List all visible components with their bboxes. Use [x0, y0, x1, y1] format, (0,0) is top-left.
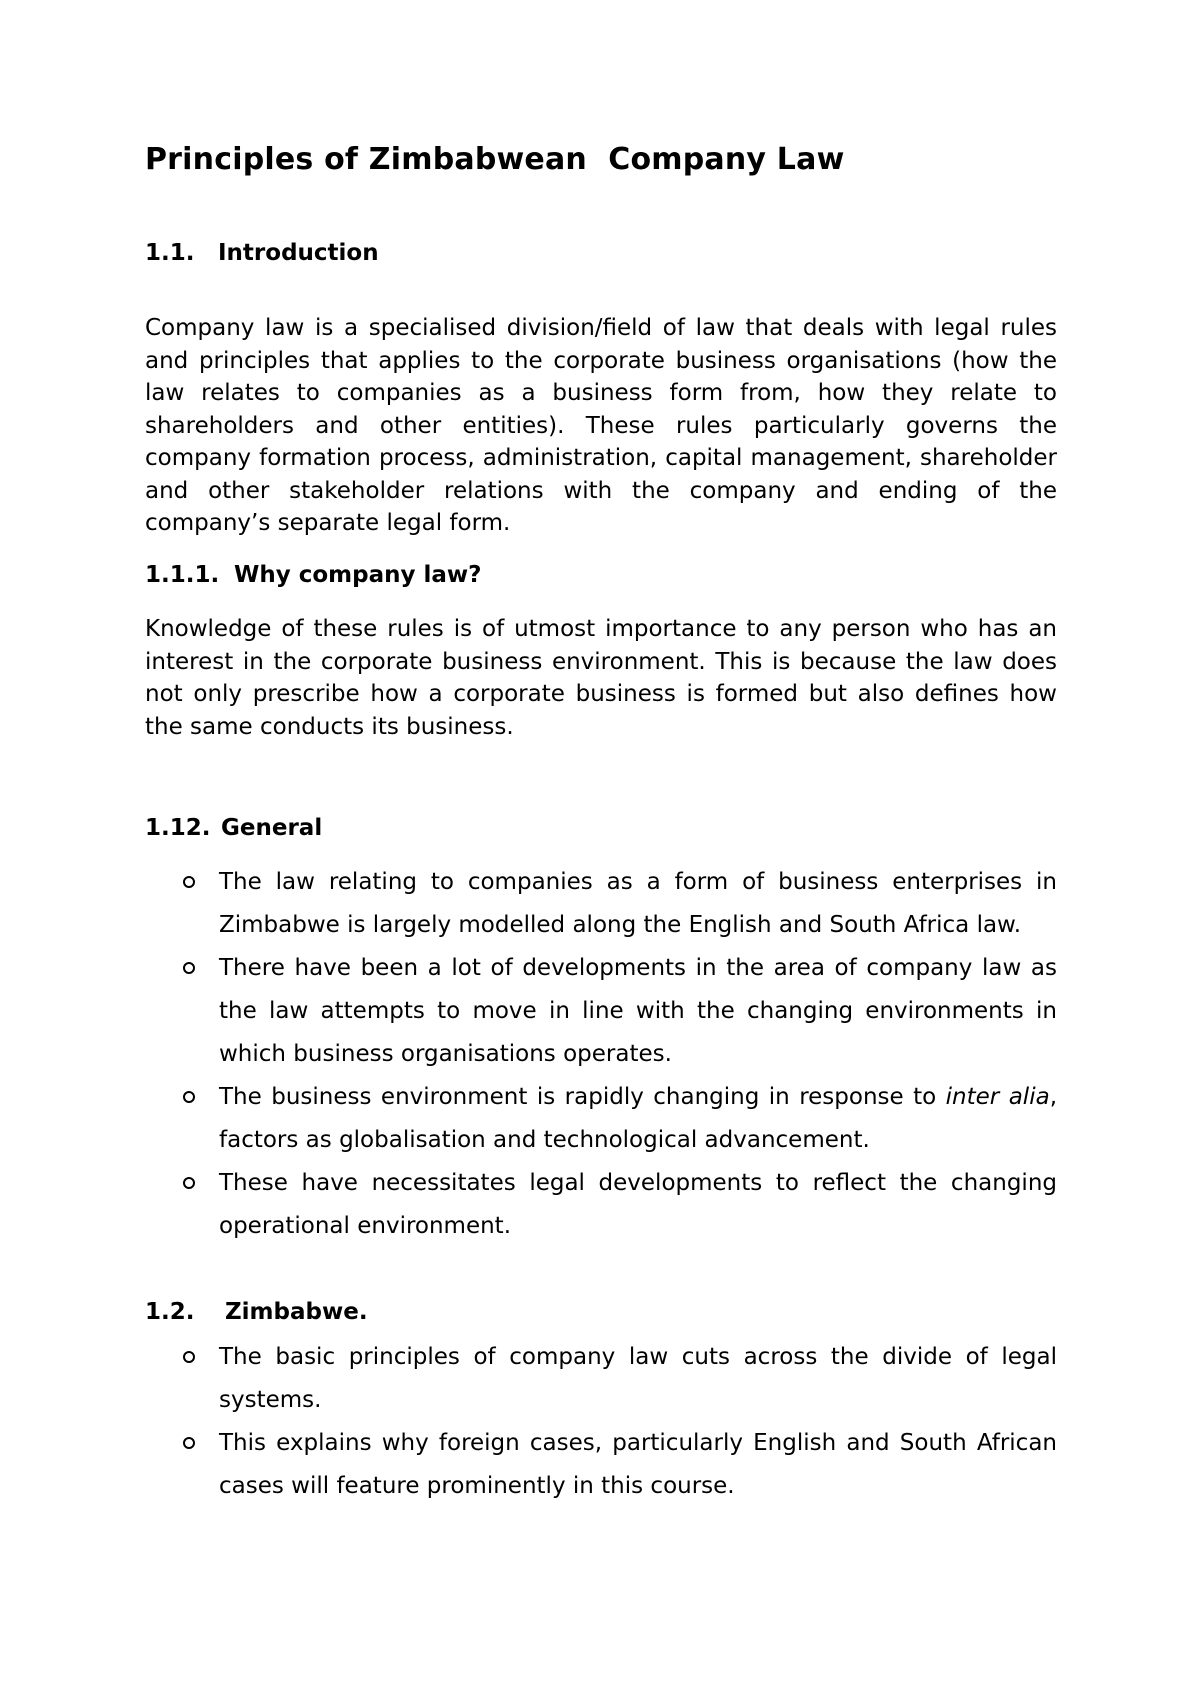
hollow-circle-bullet-icon — [183, 1437, 195, 1449]
section-number: 1.2. — [145, 1299, 195, 1325]
list-item-text: The basic principles of company law cuts across the divide of legal systems. — [219, 1344, 1057, 1413]
section-heading-general — [145, 815, 322, 841]
hollow-circle-bullet-icon — [183, 1091, 195, 1103]
section-number: 1.1. — [145, 240, 195, 266]
list-item-text: These have necessitates legal developments to reflect the changing operational environment. — [219, 1170, 1057, 1239]
section-title: Introduction — [218, 240, 379, 266]
list-item — [145, 1336, 1057, 1422]
section-number: 1.1.1. — [145, 562, 220, 588]
hollow-circle-bullet-icon — [183, 1177, 195, 1189]
section-number: 1.12. — [145, 815, 211, 841]
list-item-text-after: , factors as globalisation and technological advancement. — [219, 1084, 1057, 1153]
list-item-text-before: The business environment is rapidly changing in response to — [219, 1084, 946, 1110]
hollow-circle-bullet-icon — [183, 1351, 195, 1363]
list-item — [145, 947, 1057, 1076]
list-item-text: The law relating to companies as a form of business enterprises in Zimbabwe is largely modelled along the English and South Africa law. — [219, 869, 1057, 938]
list-item — [145, 1076, 1057, 1162]
section-title: Zimbabwe. — [225, 1299, 368, 1325]
list-item — [145, 1422, 1057, 1508]
general-bullet-list — [145, 861, 1057, 1248]
hollow-circle-bullet-icon — [183, 876, 195, 888]
section-title: General — [221, 815, 323, 841]
introduction-paragraph: Company law is a specialised division/field of law that deals with legal rules and principles that applies to the corporate business organisations (how the law relates to companies as a business form from, how they relate to shareholders and other entities). These rules particularly governs the company formation process, administration, capital management, shareholder and other stakeholder relations with the company and ending of the company’s separate legal form. — [145, 315, 1057, 536]
section-heading-why-company-law — [145, 562, 482, 588]
list-item — [145, 1162, 1057, 1248]
list-item-text: There have been a lot of developments in the area of company law as the law attempts to move in line with the changing environments in which business organisations operates. — [219, 955, 1057, 1067]
section-heading-introduction — [145, 240, 379, 266]
section-heading-zimbabwe — [145, 1299, 368, 1325]
list-item-italic-text: inter alia — [945, 1084, 1050, 1110]
document-title: Principles of Zimbabwean Company Law — [145, 142, 845, 177]
list-item-text: This explains why foreign cases, particularly English and South African cases will feature prominently in this course. — [219, 1430, 1057, 1499]
hollow-circle-bullet-icon — [183, 962, 195, 974]
why-company-law-paragraph: Knowledge of these rules is of utmost importance to any person who has an interest in the corporate business environment. This is because the law does not only prescribe how a corporate business is formed but also defines how the same conducts its business. — [145, 616, 1057, 740]
zimbabwe-bullet-list — [145, 1336, 1057, 1508]
section-title: Why company law? — [234, 562, 482, 588]
list-item — [145, 861, 1057, 947]
